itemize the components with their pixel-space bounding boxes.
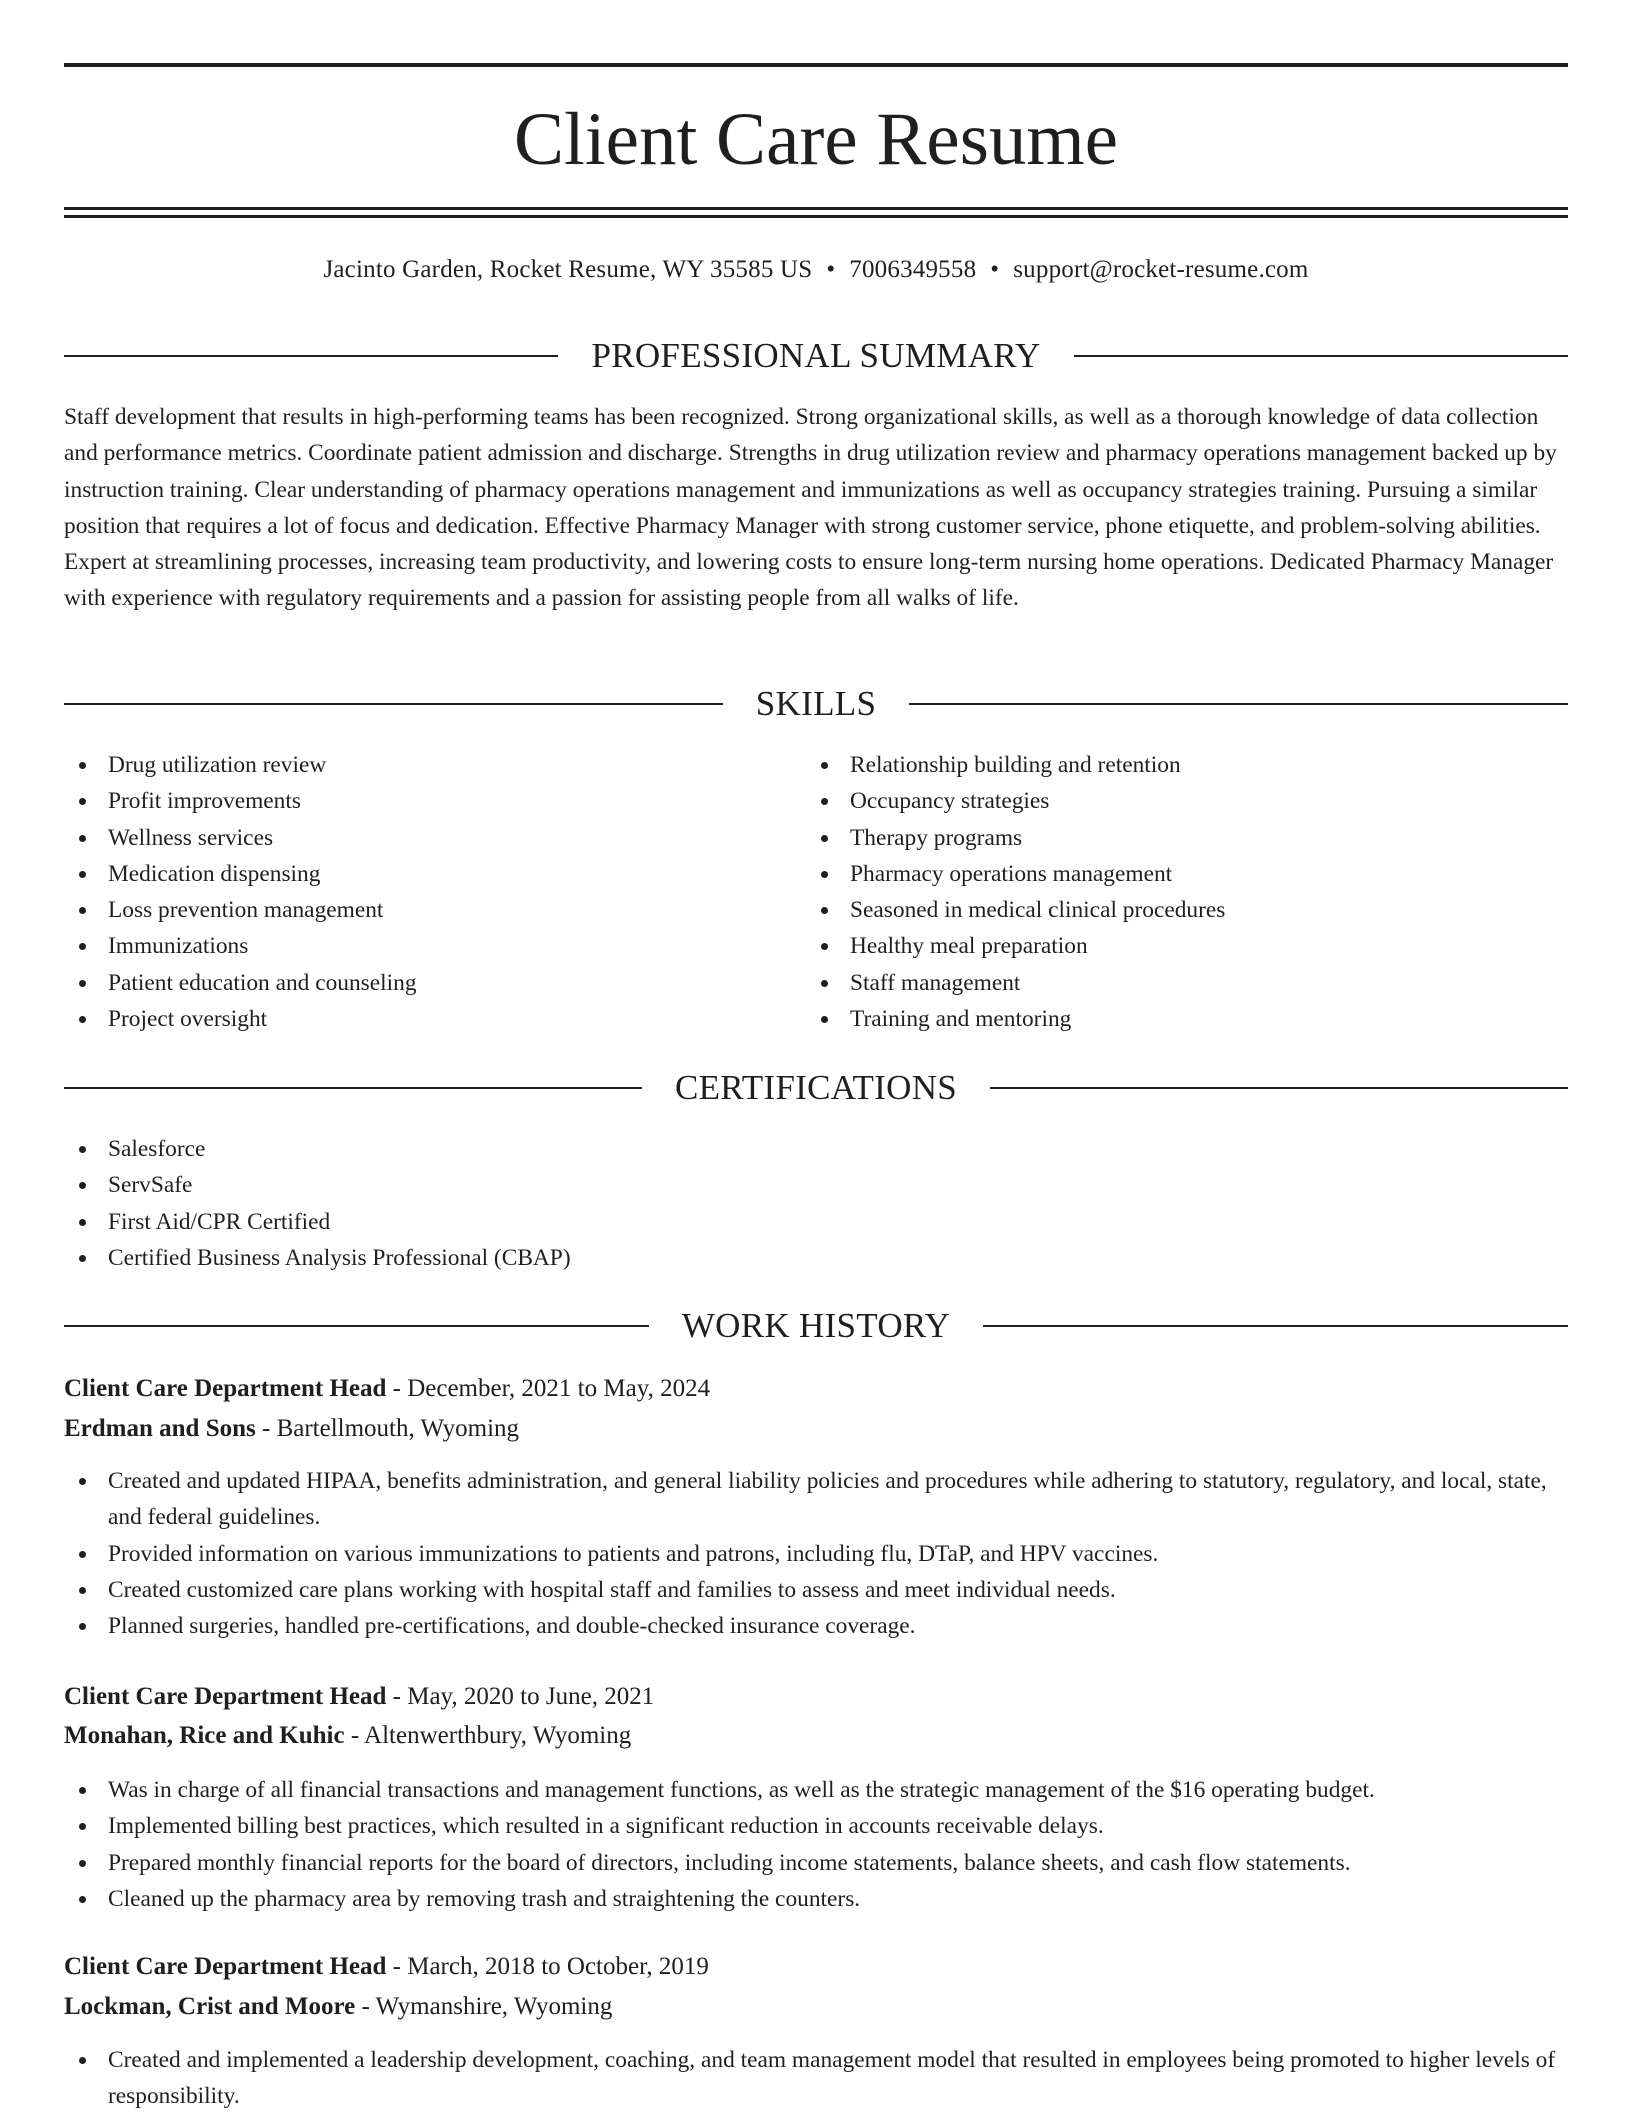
section-header-work-history — [64, 1304, 1568, 1348]
section-title: WORK HISTORY — [681, 1306, 951, 1345]
certification-item: Certified Business Analysis Professional (CBAP) — [64, 1240, 1568, 1276]
skills-list-right — [806, 747, 1506, 1037]
section-rule — [64, 1087, 642, 1089]
skill-item: Profit improvements — [64, 783, 764, 819]
certification-item: ServSafe — [64, 1167, 1568, 1203]
job-bullet: Created and updated HIPAA, benefits administration, and general liability policies and procedures while adhering to statutory, regulatory, and local, state, and federal guidelines. — [64, 1463, 1568, 1536]
job-company-line — [64, 1410, 1568, 1448]
title-rule-upper — [64, 207, 1568, 210]
resume-title: Client Care Resume — [513, 98, 1119, 181]
job-bullet: Was in charge of all financial transactions and management functions, as well as the strategic management of the $16 operating budget. — [64, 1772, 1568, 1808]
section-rule — [983, 1325, 1568, 1327]
job-company-line — [64, 1717, 1568, 1755]
job-location: - Bartellmouth, Wyoming — [255, 1415, 520, 1442]
contact-separator: • — [990, 256, 1000, 283]
top-rule — [64, 63, 1568, 67]
job-company: Erdman and Sons — [64, 1415, 256, 1442]
certification-item: Salesforce — [64, 1131, 1568, 1167]
job-bullets — [64, 2042, 1568, 2115]
skill-item: Occupancy strategies — [806, 783, 1506, 819]
job-dates: - December, 2021 to May, 2024 — [386, 1375, 711, 1402]
job-bullet: Created and implemented a leadership development, coaching, and team management model that resulted in employees being promoted to higher levels of responsibility. — [64, 2042, 1568, 2115]
title-rule-lower — [64, 215, 1568, 218]
job-title-line — [64, 1948, 1568, 1986]
job-bullets — [64, 1463, 1568, 1644]
job-company: Monahan, Rice and Kuhic — [64, 1722, 345, 1749]
section-rule — [1074, 355, 1568, 357]
certification-item: First Aid/CPR Certified — [64, 1204, 1568, 1240]
summary-text: Staff development that results in high-performing teams has been recognized. Strong organizational skills, as well as a thorough knowledge of data collection and performance metrics. Coordinate patient admission and discharge. Strengths in drug utilization review and pharmacy operations management backed up by instruction training. Clear understanding of pharmacy operations management and immunizations as well as occupancy strategies training. Pursuing a similar position that requires a lot of focus and dedication. Effective Pharmacy Manager with strong customer service, phone etiquette, and problem-solving abilities. Expert at streamlining processes, increasing team productivity, and lowering costs to ensure long-term nursing home operations. Dedicated Pharmacy Manager with experience with regulatory requirements and a passion for assisting people from all walks of life. — [64, 404, 1557, 612]
skill-item: Wellness services — [64, 820, 764, 856]
job-location: - Altenwerthbury, Wyoming — [344, 1722, 632, 1749]
job-bullet: Provided information on various immunizations to patients and patrons, including flu, DTaP, and HPV vaccines. — [64, 1536, 1568, 1572]
certifications-list — [64, 1131, 1568, 1276]
contact-address: Jacinto Garden, Rocket Resume, WY 35585 US — [323, 256, 813, 283]
section-rule — [909, 703, 1568, 705]
job-title: Client Care Department Head — [64, 1953, 387, 1980]
skill-item: Pharmacy operations management — [806, 856, 1506, 892]
skill-item: Loss prevention management — [64, 892, 764, 928]
skills-list-left — [64, 747, 764, 1037]
job-dates: - March, 2018 to October, 2019 — [386, 1953, 709, 1980]
job-bullet: Prepared monthly financial reports for the board of directors, including income statements, balance sheets, and cash flow statements. — [64, 1845, 1568, 1881]
skill-item: Patient education and counseling — [64, 965, 764, 1001]
skill-item: Immunizations — [64, 928, 764, 964]
job-title: Client Care Department Head — [64, 1683, 387, 1710]
section-title: PROFESSIONAL SUMMARY — [591, 336, 1041, 375]
job-title-line — [64, 1370, 1568, 1408]
job-bullet: Planned surgeries, handled pre-certifications, and double-checked insurance coverage. — [64, 1608, 1568, 1644]
skill-item: Seasoned in medical clinical procedures — [806, 892, 1506, 928]
skill-item: Medication dispensing — [64, 856, 764, 892]
section-title: CERTIFICATIONS — [674, 1068, 958, 1107]
skill-item: Relationship building and retention — [806, 747, 1506, 783]
job-company: Lockman, Crist and Moore — [64, 1993, 356, 2020]
job-title: Client Care Department Head — [64, 1375, 387, 1402]
skill-item: Healthy meal preparation — [806, 928, 1506, 964]
job-dates: - May, 2020 to June, 2021 — [386, 1683, 655, 1710]
contact-line — [64, 252, 1568, 288]
skill-item: Project oversight — [64, 1001, 764, 1037]
section-rule — [990, 1087, 1568, 1089]
job-title-line — [64, 1678, 1568, 1716]
skill-item: Therapy programs — [806, 820, 1506, 856]
job-bullets — [64, 1772, 1568, 1917]
contact-separator: • — [826, 256, 836, 283]
section-header-summary — [64, 334, 1568, 378]
skill-item: Drug utilization review — [64, 747, 764, 783]
job-location: - Wymanshire, Wyoming — [355, 1993, 613, 2020]
contact-email: support@rocket-resume.com — [1013, 256, 1309, 283]
section-header-certifications — [64, 1066, 1568, 1110]
job-company-line — [64, 1988, 1568, 2026]
section-header-skills — [64, 682, 1568, 726]
section-rule — [64, 703, 723, 705]
contact-phone: 7006349558 — [849, 256, 977, 283]
skill-item: Staff management — [806, 965, 1506, 1001]
job-bullet: Cleaned up the pharmacy area by removing trash and straightening the counters. — [64, 1881, 1568, 1917]
section-title: SKILLS — [755, 684, 877, 723]
job-bullet: Created customized care plans working with hospital staff and families to assess and meet individual needs. — [64, 1572, 1568, 1608]
section-rule — [64, 355, 558, 357]
section-rule — [64, 1325, 649, 1327]
skill-item: Training and mentoring — [806, 1001, 1506, 1037]
job-bullet: Implemented billing best practices, which resulted in a significant reduction in accounts receivable delays. — [64, 1808, 1568, 1844]
